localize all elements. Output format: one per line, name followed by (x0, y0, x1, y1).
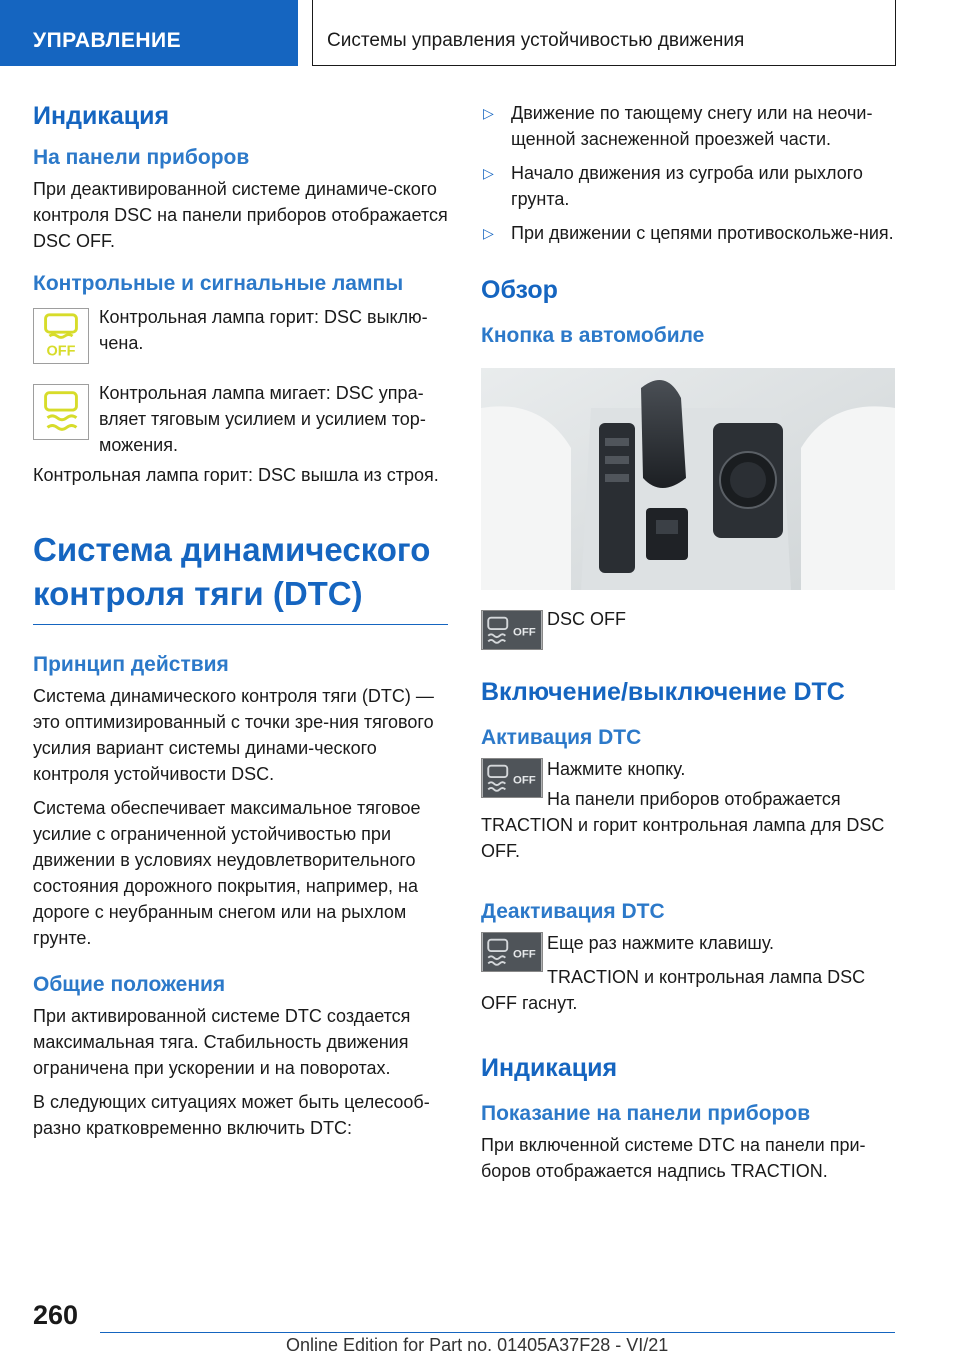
page-number: 260 (33, 1300, 79, 1330)
general-p1: При активированной системе DTC создается максимальная тяга. Стабильность движения ограничена при ускорении и на поворотах. (33, 1006, 411, 1078)
principle-heading: Принцип действия (33, 653, 229, 676)
lamp-off-row (33, 304, 448, 380)
activation-step: Нажмите кнопку. (547, 759, 686, 779)
bullet-triangle-icon: ▷ (483, 165, 494, 181)
general-heading: Общие положения (33, 973, 226, 996)
principle-p1: Система динамического контроля тяги (DTC) — это оптимизированный с точки зре-ния тягового усилия вариант системы динами-ческого контроля устойчивости DSC. (33, 686, 434, 784)
activation-heading: Активация DTC (481, 726, 642, 749)
right-column (481, 100, 895, 1184)
bullet-item: ▷ Начало движения из сугроба или рыхлого грунта. (481, 160, 895, 212)
panel-heading: На панели приборов (33, 146, 250, 169)
edition-footer: Online Edition for Part no. 01405A37F28 - VI/21 (286, 1335, 669, 1355)
lamp-fault-text: Контрольная лампа горит: DSC вышла из строя. (33, 465, 439, 485)
bullet-item: ▷ Движение по тающему снегу или на неочи-щенной заснеженной проезжей части. (481, 100, 895, 152)
svg-text:OFF: OFF (512, 948, 536, 961)
deactivation-step: Еще раз нажмите клавишу. (547, 933, 775, 953)
svg-text:OFF: OFF (512, 774, 536, 787)
dsc-active-lamp-icon (33, 384, 89, 440)
bullet-triangle-icon: ▷ (483, 105, 494, 121)
lamp-flash-row (33, 380, 448, 462)
section-label: УПРАВЛЕНИЕ (0, 0, 298, 66)
lamp-off-text: Контрольная лампа горит: DSC выклю-чена. (99, 307, 428, 353)
button-heading: Кнопка в автомобиле (481, 324, 705, 347)
panel-text: При деактивированной системе динамиче-ского контроля DSC на панели приборов отображается DSC OFF. (33, 179, 448, 251)
principle-p2: Система обеспечивает максимальное тяговое усилие с ограниченной устойчивостью при движении в условиях неудовлетворительного состояния дорожного покрытия, например, на дороге с неубранным снегом или на рыхлом грунте. (33, 798, 421, 948)
deactivation-heading: Деактивация DTC (481, 900, 665, 923)
dsc-off-caption-row (481, 606, 895, 666)
dsc-off-warning-lamp-icon (33, 308, 89, 364)
indication2-text: При включенной системе DTC на панели при-боров отображается надпись TRACTION. (481, 1135, 866, 1181)
activation-result: На панели приборов отображается TRACTION и горит контрольная лампа для DSC OFF. (481, 789, 885, 861)
svg-text:OFF: OFF (512, 626, 536, 639)
left-column (33, 100, 448, 1141)
indication-heading: Индикация (33, 102, 170, 130)
general-p2: В следующих ситуациях может быть целесооб-разно кратковременно включить DTC: (33, 1092, 430, 1138)
bullet-item: ▷ При движении с цепями противоскольже-ния. (481, 220, 895, 246)
indication2-heading: Индикация (481, 1054, 618, 1082)
overview-heading: Обзор (481, 276, 558, 304)
dsc-off-caption: DSC OFF (547, 609, 626, 629)
dtc-heading: Система динамического контроля тяги (DTC) (33, 528, 448, 625)
bullet-triangle-icon: ▷ (483, 225, 494, 241)
page-header (0, 0, 960, 66)
dsc-off-button-icon (481, 932, 543, 972)
off-label: OFF (46, 343, 76, 360)
deactivation-result: TRACTION и контрольная лампа DSC OFF гаснут. (481, 967, 866, 1013)
onoff-heading: Включение/выключение DTC (481, 678, 845, 706)
chapter-title: Системы управления устойчивостью движения (312, 0, 896, 66)
dsc-off-button-icon (481, 758, 543, 798)
dsc-off-button-icon (481, 610, 543, 650)
lamp-flash-text: Контрольная лампа мигает: DSC упра-вляет тяговым усилием и усилием тор-можения. (99, 383, 426, 455)
activation-row (481, 756, 895, 816)
deactivation-row (481, 930, 895, 990)
footer-divider (100, 1332, 895, 1333)
indication2-sub: Показание на панели приборов (481, 1102, 811, 1125)
center-console-photo (481, 368, 895, 590)
lamps-heading: Контрольные и сигнальные лампы (33, 272, 404, 295)
